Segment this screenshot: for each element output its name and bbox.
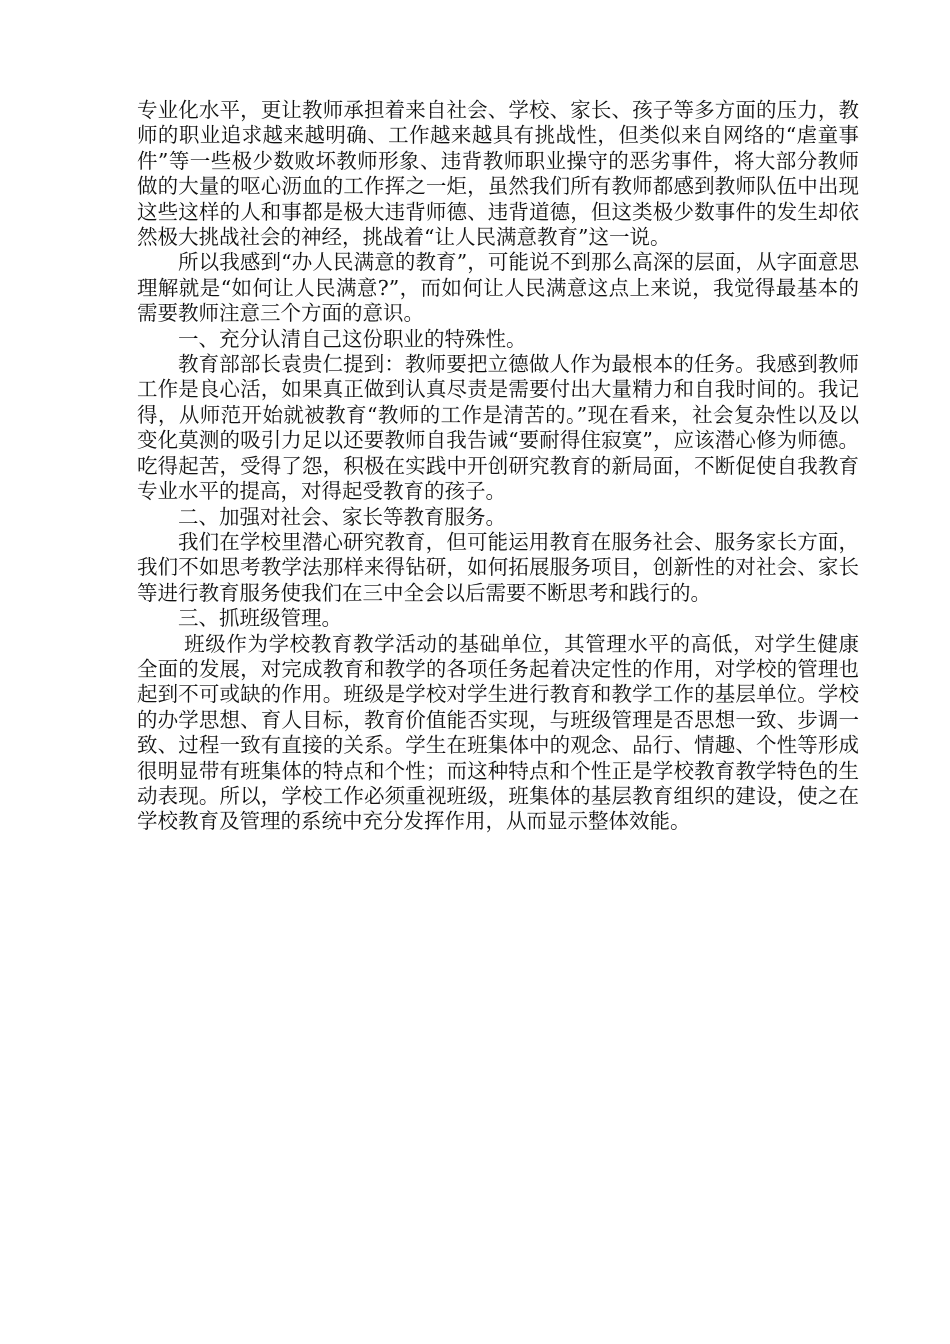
section-heading-three: 三、抓班级管理。 <box>178 606 342 631</box>
section-heading-two: 二、加强对社会、家长等教育服务。 <box>178 504 506 529</box>
section-heading-one: 一、充分认清自己这份职业的特殊性。 <box>178 326 527 351</box>
paragraph-education-service: 我们在学校里潜心研究教育，但可能运用教育在服务社会、服务家长方面，我们不如思考教学法那样来得钻研，如何拓展服务项目，创新性的对社会、家长等进行教育服务使我们在三中全会以后需要不断思考和践行的。 <box>137 529 859 605</box>
paragraph-class-management: 班级作为学校教育教学活动的基础单位，其管理水平的高低，对学生健康全面的发展，对完成教育和教学的各项任务起着决定性的作用，对学校的管理也起到不可或缺的作用。班级是学校对学生进行教育和教学工作的基层单位。学校的办学思想、育人目标，教育价值能否实现，与班级管理是否思想一致、步调一致、过程一致有直接的关系。学生在班集体中的观念、品行、情趣、个性等形成很明显带有班集体的特点和个性；而这种特点和个性正是学校教育教学特色的生动表现。所以，学校工作必须重视班级，班集体的基层教育组织的建设，使之在学校教育及管理的系统中充分发挥作用，从而显示整体效能。 <box>137 631 859 834</box>
paragraph-professional-ethics: 教育部部长袁贵仁提到：教师要把立德做人作为最根本的任务。我感到教师工作是良心活，如果真正做到认真尽责是需要付出大量精力和自我时间的。我记得，从师范开始就被教育“教师的工作是清苦的。”现在看来，社会复杂性以及以变化莫测的吸引力足以还要教师自我告诫“要耐得住寂寞”，应该潜心修为师德。吃得起苦，受得了怨，积极在实践中开创研究教育的新局面，不断促使自我教育专业水平的提高，对得起受教育的孩子。 <box>137 352 859 504</box>
document-body <box>137 98 859 835</box>
paragraph-intro-continuation: 专业化水平，更让教师承担着来自社会、学校、家长、孩子等多方面的压力，教师的职业追求越来越明确、工作越来越具有挑战性，但类似来自网络的“虐童事件”等一些极少数败坏教师形象、违背教师职业操守的恶劣事件，将大部分教师做的大量的呕心沥血的工作挥之一炬，虽然我们所有教师都感到教师队伍中出现这些这样的人和事都是极大违背师德、违背道德，但这类极少数事件的发生却依然极大挑战社会的神经，挑战着“让人民满意教育”这一说。 <box>137 98 859 250</box>
paragraph-satisfaction: 所以我感到“办人民满意的教育”，可能说不到那么高深的层面，从字面意思理解就是“如何让人民满意?”，而如何让人民满意这点上来说，我觉得最基本的需要教师注意三个方面的意识。 <box>137 250 859 326</box>
